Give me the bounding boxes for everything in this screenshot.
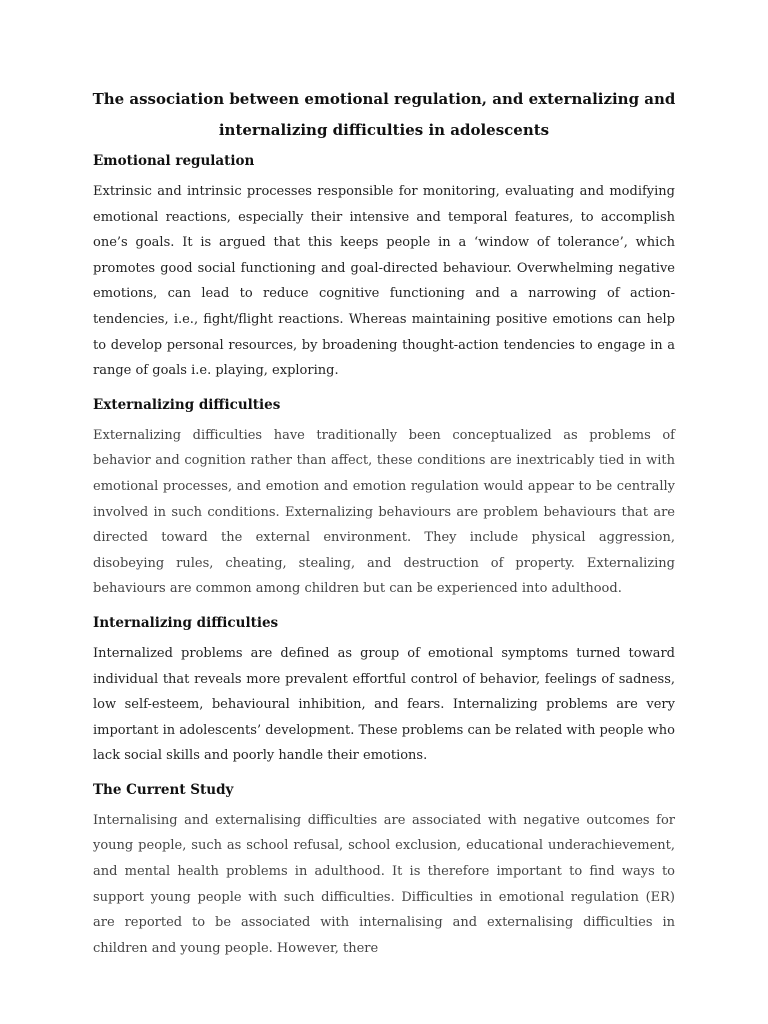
document-title	[71, 84, 697, 146]
section-heading: Externalizing difficulties	[93, 396, 281, 413]
section-externalizing-difficulties	[93, 395, 675, 602]
section-heading: The Current Study	[93, 781, 234, 798]
title-line-2: internalizing difficulties in adolescents	[218, 121, 550, 139]
section-emotional-regulation	[93, 151, 675, 384]
section-paragraph: Externalizing difficulties have traditionally been conceptualized as problems of behavior and cognition rather than affect, these conditions are inextricably tied in with emotional processes, and emotion and emotion regulation would appear to be centrally involved in such conditions. Externalizing behaviours are problem behaviours that are directed toward the external environment. They include physical aggression, disobeying rules, cheating, stealing, and destruction of property. Externalizing behaviours are common among children but can be experienced into adulthood.	[93, 427, 675, 597]
section-heading: Emotional regulation	[93, 153, 255, 169]
section-current-study	[93, 780, 675, 962]
section-paragraph: Internalized problems are defined as group of emotional symptoms turned toward individual that reveals more prevalent effortful control of behavior, feelings of sadness, low self-esteem, behavioural inhibition, and fears. Internalizing problems are very important in adolescents’ development. These problems can be related with people who lack social skills and poorly handle their emotions.	[93, 645, 675, 764]
section-paragraph: Extrinsic and intrinsic processes responsible for monitoring, evaluating and modifying emotional reactions, especially their intensive and temporal features, to accomplish one’s goals. It is argued that this keeps people in a ‘window of tolerance’, which promotes good social functioning and goal-directed behaviour. Overwhelming negative emotions, can lead to reduce cognitive functioning and a narrowing of action-tendencies, i.e., fight/flight reactions. Whereas maintaining positive emotions can help to develop personal resources, by broadening thought-action tendencies to engage in a range of goals i.e. playing, exploring.	[93, 184, 675, 379]
section-paragraph: Internalising and externalising difficulties are associated with negative outcomes for young people, such as school refusal, school exclusion, educational underachievement, and mental health problems in adulthood. It is therefore important to find ways to support young people with such difficulties. Difficulties in emotional regulation (ER) are reported to be associated with internalising and externalising difficulties in children and young people. However, there	[93, 812, 675, 956]
title-line-1: The association between emotional regulation, and externalizing and	[92, 90, 676, 108]
section-heading: Internalizing difficulties	[93, 614, 279, 631]
document-page	[93, 84, 675, 972]
section-internalizing-difficulties	[93, 613, 675, 769]
